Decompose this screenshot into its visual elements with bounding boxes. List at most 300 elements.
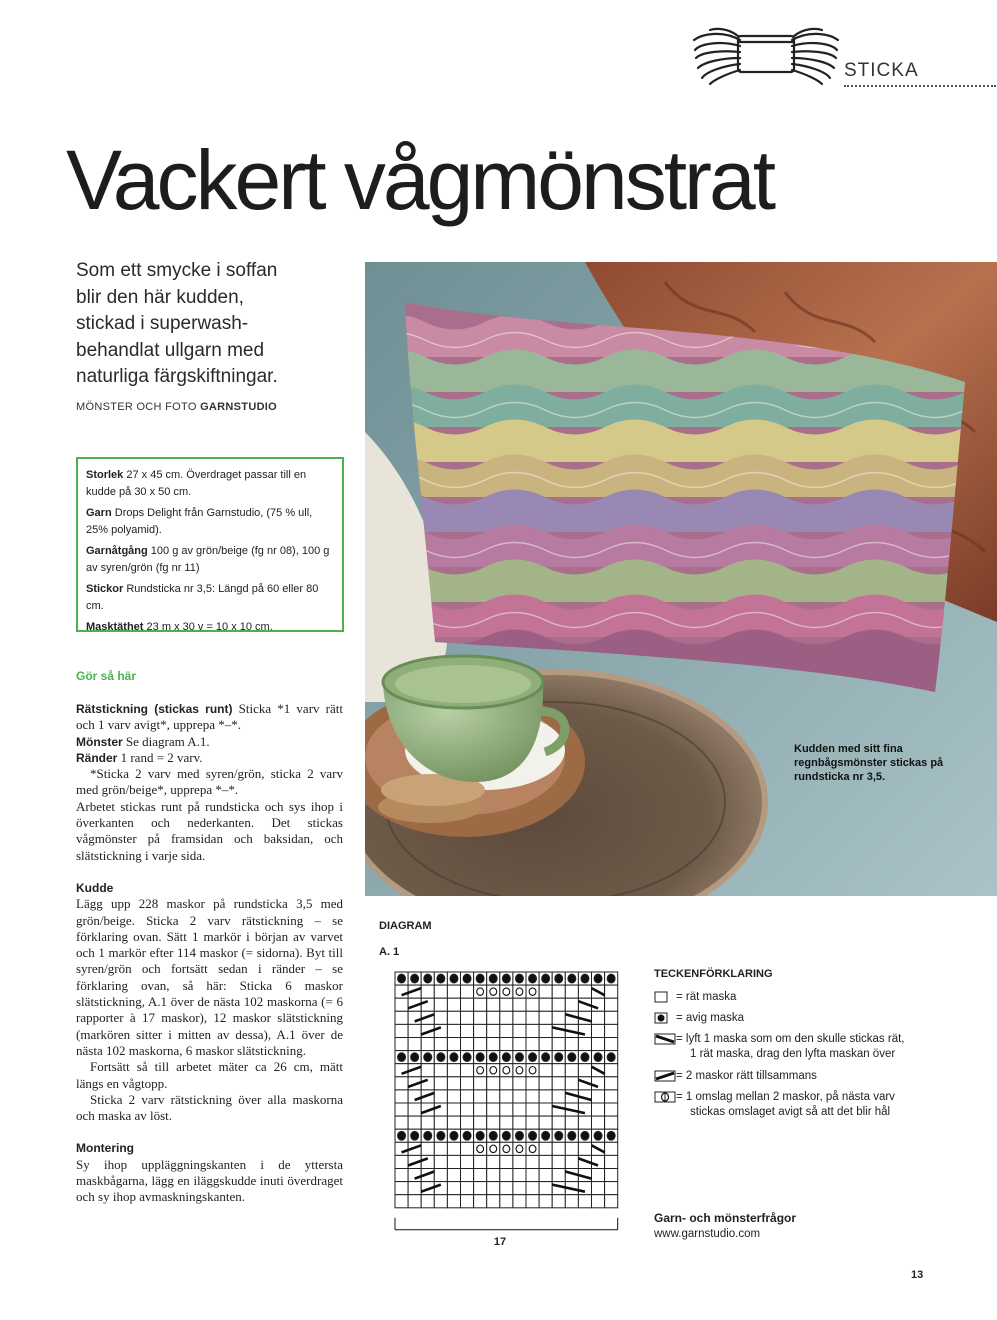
chart-cell [539,1182,552,1195]
spec-label: Garnåtgång [86,545,148,557]
chart-cell [539,1169,552,1182]
chart-symbol [515,1053,523,1062]
chart-cell [447,1142,460,1155]
chart-cell [513,985,526,998]
chart-cell [526,1116,539,1129]
chart-symbol [450,974,458,983]
chart-cell [592,1011,605,1024]
chart-cell [500,1103,513,1116]
intro-line: naturliga färgskiftningar. [76,366,278,387]
stripes-label: Ränder [76,750,118,765]
chart-cell [474,1116,487,1129]
chart-cell [565,1195,578,1208]
chart-symbol [476,974,484,983]
chart-cell [434,1038,447,1051]
legend-text: = 2 maskor rätt tillsammans [676,1070,817,1082]
chart-cell [578,1116,591,1129]
chart-cell [447,1103,460,1116]
page-number: 13 [911,1269,924,1281]
chart-cell [434,1064,447,1077]
round-text: Arbetet stickas runt på rundsticka och sys ihop i överkanten och nederkanten. Det stickas vågmönster på framsidan och baksidan, och slätstickning i varje sida. [76,798,343,863]
chart-cell [461,1038,474,1051]
chart-symbol [542,974,550,983]
page-title: Vackert vågmönstrat [66,133,774,227]
chart-symbol [581,1131,589,1140]
chart-cell [526,1182,539,1195]
chart-cell [434,1155,447,1168]
chart-symbol [489,974,497,983]
chart-symbol [411,974,419,983]
spec-label: Storlek [86,469,124,481]
chart-cell [592,1116,605,1129]
chart-cell [500,1024,513,1037]
chart-cell [552,998,565,1011]
cushion-paragraph-1: Lägg upp 228 maskor på rundsticka 3,5 med grön/beige. Sticka 2 varv rätstickning – se förklaring ovan. Sätt 1 markör i början av varvet och 1 markör efter 114 maskor (= sidorna). Byt till syren/grön och fortsätt sedan i ränder – se förklaring ovan, så här: Sticka 6 maskor slätstickning, A.1 över de nästa 102 maskorna (= 6 rapporter à 17 maskor), 12 maskor slätstickning (markören sitter i mitten av dessa), A.1 över de nästa 102 maskorna, 6 maskor slätstickning. [76,896,343,1058]
spec-size [86,467,334,500]
chart-cell [526,1077,539,1090]
chart-cell [395,1011,408,1024]
purl-stitch-icon [654,1012,676,1024]
chart-cell [592,1155,605,1168]
diagram-heading: DIAGRAM [379,920,432,932]
legend-k2tog [654,1069,817,1084]
chart-cell [487,1064,500,1077]
legend-knit [654,990,736,1005]
chart-cell [487,1195,500,1208]
chart-cell [526,1103,539,1116]
assembly-paragraph: Sy ihop uppläggningskanten i de yttersta maskbågarna, lägg en iläggskudde inuti överdraget och sy ihop avmaskningskanten. [76,1156,343,1205]
chart-cell [395,1195,408,1208]
chart-cell [434,1169,447,1182]
chart-cell [461,1116,474,1129]
chart-cell [539,1195,552,1208]
chart-cell [565,1077,578,1090]
chart-cell [578,1064,591,1077]
chart-cell [552,1195,565,1208]
chart-cell [605,1169,618,1182]
chart-cell [461,1011,474,1024]
chart-cell [552,1142,565,1155]
chart-cell [434,998,447,1011]
chart-cell [578,1195,591,1208]
chart-symbol [437,974,445,983]
legend-title: TECKENFÖRKLARING [654,968,773,980]
chart-cell [605,1024,618,1037]
chart-cell [513,1024,526,1037]
chart-cell [500,1116,513,1129]
chart-symbol [594,974,602,983]
chart-cell [513,1195,526,1208]
chart-cell [487,1077,500,1090]
chart-symbol [594,1131,602,1140]
stripes-detail: *Sticka 2 varv med syren/grön, sticka 2 varv med grön/beige*, upprepa *–*. [76,766,343,798]
chart-cell [605,1038,618,1051]
chart-cell [487,1038,500,1051]
chart-cell [421,1064,434,1077]
chart-cell [552,1155,565,1168]
chart-cell [526,1064,539,1077]
pattern-label: Mönster [76,734,123,749]
section-divider [844,85,996,87]
spec-label: Masktäthet [86,621,144,633]
spec-amount [86,543,334,576]
chart-symbol [463,1053,471,1062]
chart-cell [526,1142,539,1155]
chart-cell [434,1195,447,1208]
chart-cell [500,1169,513,1182]
chart-cell [474,998,487,1011]
chart-cell [447,1155,460,1168]
cushion-photo [365,262,997,896]
chart-cell [408,1038,421,1051]
chart-symbol [424,1053,432,1062]
website-link[interactable]: www.garnstudio.com [654,1228,761,1240]
chart-symbol [502,974,510,983]
chart-cell [513,1182,526,1195]
chart-cell [605,1064,618,1077]
chart-symbol [476,1053,484,1062]
chart-cell [395,1064,408,1077]
chart-cell [474,1064,487,1077]
chart-cell [408,1103,421,1116]
chart-symbol [529,1053,537,1062]
chart-cell [552,1169,565,1182]
chart-cell [474,1077,487,1090]
chart-symbol [450,1053,458,1062]
chart-symbol [555,1131,563,1140]
chart-cell [395,1116,408,1129]
chart-cell [500,998,513,1011]
chart-cell [434,1077,447,1090]
legend-text: = 1 omslag mellan 2 maskor, på nästa varv [676,1091,895,1103]
chart-cell [565,1116,578,1129]
chart-cell [500,1077,513,1090]
spec-value: 27 x 45 cm. Överdraget passar till en kudde på 30 x 50 cm. [86,469,307,498]
chart-cell [461,1024,474,1037]
spec-gauge [86,619,334,636]
chart-cell [526,985,539,998]
chart-cell [565,1064,578,1077]
chart-symbol [502,1131,510,1140]
chart-cell [421,1038,434,1051]
chart-cell [552,1038,565,1051]
knit-stitch-icon [654,991,676,1003]
chart-cell [421,1155,434,1168]
cushion-paragraph-3: Sticka 2 varv rätstickning över alla maskorna och maska av löst. [76,1091,343,1124]
assembly-heading: Montering [76,1141,134,1156]
chart-cell [539,1011,552,1024]
chart-cell [408,1116,421,1129]
garter-paragraph [76,701,343,734]
spec-label: Stickor [86,583,124,595]
chart-cell [408,1182,421,1195]
chart-symbol [424,1131,432,1140]
chart-cell [565,998,578,1011]
legend-text: stickas omslaget avigt så att det blir hål [690,1106,891,1118]
chart-cell [539,1038,552,1051]
chart-cell [605,1103,618,1116]
chart-cell [552,1090,565,1103]
intro-text [76,258,356,391]
legend-text: = rät maska [676,991,737,1003]
chart-cell [461,1195,474,1208]
chart-cell [421,985,434,998]
chart-cell [434,1116,447,1129]
intro-line: blir den här kudden, [76,286,244,308]
chart-cell [434,1182,447,1195]
chart-symbol [398,974,406,983]
chart-symbol [542,1053,550,1062]
chart-symbol [529,1131,537,1140]
chart-cell [565,1142,578,1155]
chart-cell [447,1116,460,1129]
chart-cell [421,1142,434,1155]
chart-cell [605,985,618,998]
chart-cell [605,1182,618,1195]
spec-value: 23 m x 30 v = 10 x 10 cm. [143,621,273,633]
chart-cell [461,1064,474,1077]
chart-cell [447,1064,460,1077]
chart-cell [395,1024,408,1037]
chart-symbol [437,1131,445,1140]
chart-cell [500,1155,513,1168]
garter-label: Rätstickning (stickas runt) [76,702,233,716]
chart-symbol [489,1053,497,1062]
spec-label: Garn [86,507,112,519]
chart-cell [395,1169,408,1182]
chart-cell [421,1077,434,1090]
chart-cell [539,1077,552,1090]
chart-cell [474,1038,487,1051]
chart-cell [500,1142,513,1155]
chart-cell [526,1011,539,1024]
chart-cell [487,1024,500,1037]
spec-yarn [86,505,334,538]
credit-name: GARNSTUDIO [200,401,278,413]
chart-cell [605,1011,618,1024]
intro-line: Som ett smycke i soffan [76,260,278,281]
chart-cell [500,1011,513,1024]
chart-cell [500,1195,513,1208]
chart-cell [474,1090,487,1103]
chart-cell [474,1024,487,1037]
chart-cell [592,1090,605,1103]
chart-symbol [568,1053,576,1062]
chart-cell [474,1155,487,1168]
chart-cell [592,1024,605,1037]
chart-cell [434,1011,447,1024]
chart-cell [605,1195,618,1208]
chart-cell [526,1195,539,1208]
chart-symbol [594,1053,602,1062]
chart-cell [461,1169,474,1182]
chart-cell [395,1038,408,1051]
chart-cell [539,1090,552,1103]
garter-text: Sticka *1 varv rätt och 1 varv avigt*, upprepa *–*. [76,701,343,733]
chart-cell [461,1155,474,1168]
chart-symbol [398,1131,406,1140]
chart-cell [395,985,408,998]
intro-line: stickad i superwash- [76,313,249,334]
chart-symbol [568,1131,576,1140]
chart-cell [565,1038,578,1051]
chart-symbol [607,1053,615,1062]
chart-cell [395,1155,408,1168]
chart-cell [474,1011,487,1024]
chart-cell [605,1090,618,1103]
chart-cell [447,998,460,1011]
chart-cell [421,998,434,1011]
chart-cell [447,1090,460,1103]
photo-caption: Kudden med sitt fina regnbågsmönster stickas på rundsticka nr 3,5. [794,743,944,783]
cushion-paragraph-2: Fortsätt så till arbetet mäter ca 26 cm, mätt längs en vågtopp. [76,1059,343,1091]
chart-symbol [542,1131,550,1140]
chart-cell [526,1169,539,1182]
chart-cell [408,1195,421,1208]
chart-symbol [607,1131,615,1140]
intro-line: behandlat ullgarn med [76,339,265,361]
section-tag: STICKA [844,60,919,81]
instructions-body [76,701,343,1206]
chart-cell [395,1182,408,1195]
chart-cell [434,985,447,998]
chart-cell [487,1090,500,1103]
chart-cell [605,1155,618,1168]
chart-cell [578,1142,591,1155]
spec-needles [86,581,334,614]
chart-cell [461,1142,474,1155]
chart-cell [408,1090,421,1103]
chart-cell [447,1011,460,1024]
legend-text: 1 rät maska, drag den lyfta maskan över [690,1048,896,1060]
chart-cell [474,1195,487,1208]
chart-cell [434,1142,447,1155]
chart-cell [578,1024,591,1037]
howto-heading: Gör så här [76,669,137,683]
chart-cell [513,1142,526,1155]
credit-line [76,401,277,413]
chart-symbol [489,1131,497,1140]
chart-cell [578,1038,591,1051]
chart-cell [592,1195,605,1208]
chart-cell [592,998,605,1011]
chart-cell [461,1103,474,1116]
chart-cell [461,1090,474,1103]
chart-cell [539,1064,552,1077]
chart-cell [605,998,618,1011]
chart-cell [513,998,526,1011]
pattern-paragraph [76,734,343,750]
spec-value: Rundsticka nr 3,5: Längd på 60 eller 80 cm. [86,583,319,612]
chart-cell [447,1169,460,1182]
chart-cell [408,1011,421,1024]
chart-cell [487,1142,500,1155]
chart-symbol [607,974,615,983]
chart-symbol [411,1131,419,1140]
chart-cell [395,1077,408,1090]
specs-box [76,457,344,632]
chart-cell [592,1038,605,1051]
chart-cell [500,1064,513,1077]
chart-symbol [555,974,563,983]
legend-skp [654,1032,904,1062]
chart-cell [395,1103,408,1116]
chart-cell [461,998,474,1011]
chart-symbol [476,1131,484,1140]
chart-cell [434,1090,447,1103]
chart-cell [474,1142,487,1155]
chart-cell [500,1182,513,1195]
chart-cell [552,1011,565,1024]
chart-cell [592,1182,605,1195]
chart-cell [539,998,552,1011]
chart-cell [395,1142,408,1155]
chart-cell [513,1116,526,1129]
chart-cell [474,985,487,998]
chart-cell [578,1103,591,1116]
chart-cell [421,1116,434,1129]
chart-cell [526,998,539,1011]
chart-symbol [581,974,589,983]
chart-symbol [502,1053,510,1062]
chart-cell [447,1182,460,1195]
chart-symbol [411,1053,419,1062]
stitch-count-label: 17 [493,1236,507,1248]
chart-symbol [515,1131,523,1140]
chart-cell [461,1182,474,1195]
chart-cell [474,1169,487,1182]
chart-label: A. 1 [379,946,400,958]
chart-cell [592,1103,605,1116]
chart-cell [552,985,565,998]
chart-cell [539,1116,552,1129]
chart-cell [539,1103,552,1116]
chart-symbol [424,974,432,983]
chart-cell [539,1024,552,1037]
chart-cell [605,1116,618,1129]
chart-cell [487,1182,500,1195]
chart-cell [421,1195,434,1208]
chart-cell [474,1103,487,1116]
chart-cell [526,1024,539,1037]
chart-cell [605,1142,618,1155]
chart-cell [500,985,513,998]
chart-cell [578,985,591,998]
chart-cell [395,1090,408,1103]
chart-cell [500,1038,513,1051]
chart-cell [474,1182,487,1195]
chart-cell [408,1169,421,1182]
knit-two-together-icon [654,1070,676,1082]
chart-cell [487,1169,500,1182]
chart-symbol [515,974,523,983]
yarn-skein-icon [692,26,842,86]
spec-value: Drops Delight från Garnstudio, (75 % ull, 25% polyamid). [86,507,313,536]
chart-symbol [463,1131,471,1140]
legend-text: = avig maska [676,1012,745,1024]
chart-cell [513,1155,526,1168]
pattern-text: Se diagram A.1. [122,733,210,749]
chart-cell [526,1090,539,1103]
slip-knit-pass-icon [654,1033,676,1045]
stripes-paragraph [76,750,343,766]
chart-cell [578,1182,591,1195]
chart-cell [434,1024,447,1037]
chart-cell [513,1169,526,1182]
chart-cell [513,1077,526,1090]
chart-cell [447,1077,460,1090]
chart-cell [513,1090,526,1103]
